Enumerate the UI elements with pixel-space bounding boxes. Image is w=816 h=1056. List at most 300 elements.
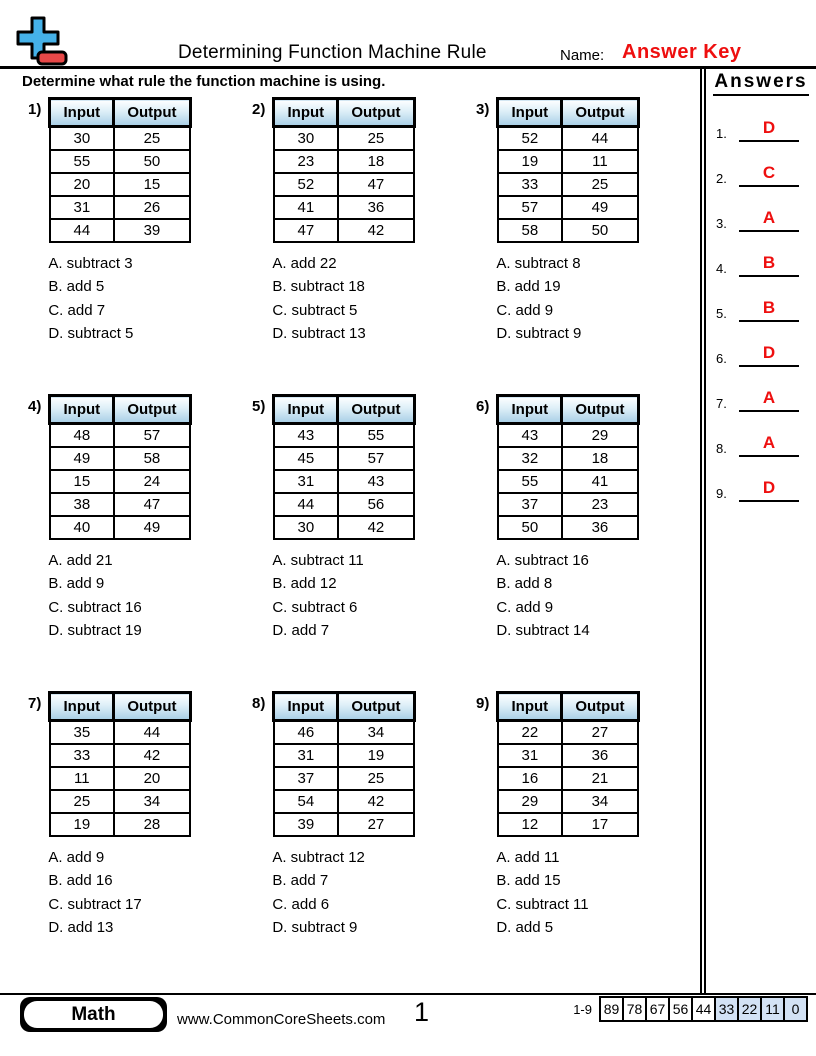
table-row bbox=[274, 516, 414, 539]
column-header: Output bbox=[114, 693, 190, 721]
problem-number: 6) bbox=[476, 398, 490, 415]
answer-item bbox=[716, 431, 816, 457]
input-cell: 52 bbox=[274, 173, 338, 196]
footer-divider bbox=[0, 993, 816, 995]
input-cell: 50 bbox=[498, 516, 562, 539]
table-header-row bbox=[274, 396, 414, 424]
score-box: 78 bbox=[622, 996, 647, 1022]
input-output-table bbox=[496, 97, 639, 243]
table-row bbox=[50, 219, 190, 242]
answer-option: D. subtract 19 bbox=[48, 622, 142, 639]
table-row bbox=[50, 447, 190, 470]
input-cell: 31 bbox=[274, 744, 338, 767]
answer-option: D. subtract 9 bbox=[272, 919, 358, 936]
website-url: www.CommonCoreSheets.com bbox=[177, 1011, 386, 1028]
input-output-table bbox=[48, 691, 191, 837]
output-cell: 21 bbox=[562, 767, 638, 790]
table-header-row bbox=[498, 99, 638, 127]
problem-block bbox=[476, 97, 640, 346]
problem-block bbox=[252, 691, 416, 940]
output-cell: 50 bbox=[114, 150, 190, 173]
table-header-row bbox=[498, 396, 638, 424]
options-list bbox=[496, 252, 639, 346]
input-output-table bbox=[272, 394, 415, 540]
column-header: Input bbox=[274, 99, 338, 127]
table-header-row bbox=[274, 693, 414, 721]
problem-body bbox=[496, 394, 639, 643]
input-cell: 31 bbox=[50, 196, 114, 219]
score-boxes bbox=[601, 996, 808, 1022]
score-box: 22 bbox=[737, 996, 762, 1022]
input-cell: 31 bbox=[498, 744, 562, 767]
table-row bbox=[50, 127, 190, 150]
output-cell: 41 bbox=[562, 470, 638, 493]
input-cell: 25 bbox=[50, 790, 114, 813]
problem-block bbox=[252, 97, 416, 346]
table-row bbox=[498, 767, 638, 790]
column-header: Input bbox=[498, 99, 562, 127]
score-box: 44 bbox=[691, 996, 716, 1022]
answer-option: A. add 9 bbox=[48, 848, 105, 866]
table-row bbox=[50, 424, 190, 447]
table-body bbox=[50, 127, 190, 242]
problem-block bbox=[476, 394, 640, 643]
output-cell: 42 bbox=[338, 516, 414, 539]
answer-option: D. subtract 13 bbox=[272, 325, 366, 342]
table-row bbox=[50, 173, 190, 196]
instruction-text: Determine what rule the function machine is using. bbox=[22, 73, 386, 90]
table-row bbox=[50, 721, 190, 744]
output-cell: 36 bbox=[562, 744, 638, 767]
options-list bbox=[496, 549, 639, 643]
answer-item bbox=[716, 476, 816, 502]
table-row bbox=[274, 813, 414, 836]
output-cell: 26 bbox=[114, 196, 190, 219]
output-cell: 47 bbox=[114, 493, 190, 516]
table-body bbox=[274, 721, 414, 836]
output-cell: 49 bbox=[562, 196, 638, 219]
table-row bbox=[274, 173, 414, 196]
table-row bbox=[50, 493, 190, 516]
input-cell: 23 bbox=[274, 150, 338, 173]
answer-option: B. add 12 bbox=[272, 575, 337, 592]
output-cell: 36 bbox=[562, 516, 638, 539]
answer-letter: D bbox=[739, 343, 799, 367]
answer-option: A. add 22 bbox=[272, 254, 337, 272]
answer-item bbox=[716, 296, 816, 322]
answer-option: B. add 8 bbox=[496, 575, 553, 592]
column-header: Output bbox=[562, 396, 638, 424]
table-row bbox=[50, 744, 190, 767]
input-cell: 19 bbox=[50, 813, 114, 836]
answer-option: B. add 15 bbox=[496, 872, 561, 889]
problem-body bbox=[48, 97, 191, 346]
input-cell: 38 bbox=[50, 493, 114, 516]
problem-block bbox=[28, 394, 192, 643]
table-row bbox=[498, 219, 638, 242]
answer-option: C. add 6 bbox=[272, 895, 330, 913]
score-box: 89 bbox=[599, 996, 624, 1022]
options-list bbox=[496, 846, 639, 940]
answer-option: D. add 7 bbox=[272, 622, 330, 639]
output-cell: 34 bbox=[114, 790, 190, 813]
input-cell: 33 bbox=[498, 173, 562, 196]
input-cell: 31 bbox=[274, 470, 338, 493]
input-cell: 33 bbox=[50, 744, 114, 767]
problem-number: 4) bbox=[28, 398, 42, 415]
problem-block bbox=[252, 394, 416, 643]
output-cell: 24 bbox=[114, 470, 190, 493]
answer-option: D. subtract 9 bbox=[496, 325, 582, 342]
input-cell: 44 bbox=[274, 493, 338, 516]
table-header-row bbox=[50, 396, 190, 424]
table-row bbox=[274, 196, 414, 219]
problem-body bbox=[48, 394, 191, 643]
problem-number: 7) bbox=[28, 695, 42, 712]
output-cell: 23 bbox=[562, 493, 638, 516]
input-cell: 16 bbox=[498, 767, 562, 790]
table-row bbox=[498, 516, 638, 539]
table-row bbox=[50, 790, 190, 813]
answer-option: C. subtract 6 bbox=[272, 598, 358, 616]
answer-option: A. add 21 bbox=[48, 551, 113, 569]
input-output-table bbox=[48, 394, 191, 540]
answer-option: C. add 9 bbox=[496, 598, 554, 616]
input-cell: 43 bbox=[274, 424, 338, 447]
problem-number: 8) bbox=[252, 695, 266, 712]
problem-number: 9) bbox=[476, 695, 490, 712]
options-list bbox=[272, 846, 415, 940]
problem-body bbox=[272, 97, 415, 346]
name-value-answer-key: Answer Key bbox=[622, 41, 742, 63]
output-cell: 17 bbox=[562, 813, 638, 836]
problem-body bbox=[496, 97, 639, 346]
answers-list bbox=[706, 96, 816, 502]
score-box: 67 bbox=[645, 996, 670, 1022]
table-row bbox=[274, 424, 414, 447]
answer-number: 1. bbox=[716, 126, 727, 141]
answer-option: C. subtract 5 bbox=[272, 301, 358, 319]
table-header-row bbox=[498, 693, 638, 721]
input-cell: 57 bbox=[498, 196, 562, 219]
options-list bbox=[48, 549, 191, 643]
table-row bbox=[498, 196, 638, 219]
answer-number: 3. bbox=[716, 216, 727, 231]
options-list bbox=[272, 549, 415, 643]
table-body bbox=[498, 721, 638, 836]
problem-body bbox=[496, 691, 639, 940]
answer-option: A. subtract 16 bbox=[496, 551, 589, 569]
output-cell: 58 bbox=[114, 447, 190, 470]
answer-option: C. subtract 17 bbox=[48, 895, 142, 913]
table-row bbox=[274, 790, 414, 813]
table-row bbox=[498, 150, 638, 173]
table-row bbox=[498, 424, 638, 447]
problem-number: 2) bbox=[252, 101, 266, 118]
output-cell: 34 bbox=[562, 790, 638, 813]
output-cell: 42 bbox=[338, 790, 414, 813]
problem-body bbox=[48, 691, 191, 940]
problem-body bbox=[272, 691, 415, 940]
table-row bbox=[498, 470, 638, 493]
column-header: Input bbox=[50, 693, 114, 721]
column-header: Input bbox=[498, 396, 562, 424]
output-cell: 11 bbox=[562, 150, 638, 173]
table-row bbox=[498, 173, 638, 196]
answer-number: 8. bbox=[716, 441, 727, 456]
column-header: Input bbox=[274, 693, 338, 721]
output-cell: 36 bbox=[338, 196, 414, 219]
table-body bbox=[274, 424, 414, 539]
answer-option: D. add 13 bbox=[48, 919, 114, 936]
answer-letter: D bbox=[739, 478, 799, 502]
table-body bbox=[50, 721, 190, 836]
table-row bbox=[50, 767, 190, 790]
table-row bbox=[498, 127, 638, 150]
column-header: Input bbox=[50, 396, 114, 424]
table-row bbox=[50, 196, 190, 219]
plus-minus-logo-icon bbox=[12, 12, 70, 70]
column-header: Input bbox=[50, 99, 114, 127]
problem-number: 3) bbox=[476, 101, 490, 118]
answer-option: A. subtract 3 bbox=[48, 254, 133, 272]
table-row bbox=[498, 721, 638, 744]
math-logo-label: Math bbox=[24, 1001, 163, 1028]
input-cell: 55 bbox=[50, 150, 114, 173]
table-row bbox=[274, 127, 414, 150]
problem-block bbox=[28, 691, 192, 940]
input-cell: 55 bbox=[498, 470, 562, 493]
input-cell: 19 bbox=[498, 150, 562, 173]
table-row bbox=[274, 493, 414, 516]
score-range-label: 1-9 bbox=[573, 1001, 592, 1017]
answer-option: B. add 7 bbox=[272, 872, 329, 889]
input-cell: 43 bbox=[498, 424, 562, 447]
table-row bbox=[274, 447, 414, 470]
options-list bbox=[48, 252, 191, 346]
output-cell: 57 bbox=[114, 424, 190, 447]
input-cell: 11 bbox=[50, 767, 114, 790]
output-cell: 50 bbox=[562, 219, 638, 242]
input-cell: 40 bbox=[50, 516, 114, 539]
column-header: Output bbox=[114, 396, 190, 424]
input-cell: 54 bbox=[274, 790, 338, 813]
score-strip bbox=[573, 996, 808, 1022]
answer-item bbox=[716, 116, 816, 142]
output-cell: 25 bbox=[562, 173, 638, 196]
input-output-table bbox=[48, 97, 191, 243]
options-list bbox=[48, 846, 191, 940]
input-cell: 35 bbox=[50, 721, 114, 744]
output-cell: 25 bbox=[338, 767, 414, 790]
input-cell: 44 bbox=[50, 219, 114, 242]
output-cell: 44 bbox=[114, 721, 190, 744]
input-output-table bbox=[496, 691, 639, 837]
answer-option: B. subtract 18 bbox=[272, 278, 365, 295]
output-cell: 15 bbox=[114, 173, 190, 196]
output-cell: 44 bbox=[562, 127, 638, 150]
answer-option: A. subtract 11 bbox=[272, 551, 364, 569]
output-cell: 18 bbox=[562, 447, 638, 470]
name-label: Name: bbox=[560, 47, 605, 64]
answer-option: C. subtract 16 bbox=[48, 598, 142, 616]
answer-option: C. add 9 bbox=[496, 301, 554, 319]
input-cell: 58 bbox=[498, 219, 562, 242]
input-output-table bbox=[496, 394, 639, 540]
output-cell: 25 bbox=[114, 127, 190, 150]
problem-block bbox=[28, 97, 192, 346]
answer-option: D. subtract 5 bbox=[48, 325, 134, 342]
table-row bbox=[50, 813, 190, 836]
input-cell: 48 bbox=[50, 424, 114, 447]
output-cell: 34 bbox=[338, 721, 414, 744]
table-row bbox=[498, 744, 638, 767]
answer-option: A. subtract 8 bbox=[496, 254, 581, 272]
output-cell: 28 bbox=[114, 813, 190, 836]
answer-option: B. add 19 bbox=[496, 278, 561, 295]
output-cell: 55 bbox=[338, 424, 414, 447]
output-cell: 42 bbox=[114, 744, 190, 767]
table-row bbox=[274, 744, 414, 767]
answer-number: 7. bbox=[716, 396, 727, 411]
input-cell: 12 bbox=[498, 813, 562, 836]
input-cell: 37 bbox=[274, 767, 338, 790]
problem-block bbox=[476, 691, 640, 940]
column-header: Output bbox=[562, 693, 638, 721]
answer-item bbox=[716, 251, 816, 277]
answer-number: 4. bbox=[716, 261, 727, 276]
output-cell: 20 bbox=[114, 767, 190, 790]
table-body bbox=[50, 424, 190, 539]
input-cell: 52 bbox=[498, 127, 562, 150]
answer-item bbox=[716, 206, 816, 232]
answer-option: B. add 9 bbox=[48, 575, 105, 592]
answer-letter: A bbox=[739, 208, 799, 232]
answer-letter: A bbox=[739, 388, 799, 412]
table-body bbox=[498, 424, 638, 539]
column-header: Output bbox=[338, 396, 414, 424]
answer-letter: A bbox=[739, 433, 799, 457]
problem-number: 1) bbox=[28, 101, 42, 118]
table-row bbox=[498, 813, 638, 836]
output-cell: 29 bbox=[562, 424, 638, 447]
output-cell: 49 bbox=[114, 516, 190, 539]
input-output-table bbox=[272, 97, 415, 243]
table-header-row bbox=[50, 99, 190, 127]
answer-option: A. subtract 12 bbox=[272, 848, 365, 866]
answers-panel-title: Answers bbox=[713, 71, 808, 96]
answer-option: B. add 5 bbox=[48, 278, 105, 295]
output-cell: 39 bbox=[114, 219, 190, 242]
table-row bbox=[274, 721, 414, 744]
score-box: 11 bbox=[760, 996, 785, 1022]
output-cell: 56 bbox=[338, 493, 414, 516]
output-cell: 27 bbox=[338, 813, 414, 836]
input-cell: 20 bbox=[50, 173, 114, 196]
table-row bbox=[274, 219, 414, 242]
input-cell: 32 bbox=[498, 447, 562, 470]
answer-number: 5. bbox=[716, 306, 727, 321]
table-row bbox=[50, 150, 190, 173]
input-output-table bbox=[272, 691, 415, 837]
answer-letter: B bbox=[739, 253, 799, 277]
answer-item bbox=[716, 341, 816, 367]
column-header: Input bbox=[498, 693, 562, 721]
answer-option: C. subtract 11 bbox=[496, 895, 589, 913]
input-cell: 49 bbox=[50, 447, 114, 470]
column-header: Output bbox=[562, 99, 638, 127]
table-row bbox=[498, 790, 638, 813]
table-header-row bbox=[274, 99, 414, 127]
output-cell: 47 bbox=[338, 173, 414, 196]
answer-item bbox=[716, 386, 816, 412]
table-body bbox=[498, 127, 638, 242]
score-box: 0 bbox=[783, 996, 808, 1022]
options-list bbox=[272, 252, 415, 346]
input-cell: 46 bbox=[274, 721, 338, 744]
answer-letter: D bbox=[739, 118, 799, 142]
output-cell: 25 bbox=[338, 127, 414, 150]
output-cell: 27 bbox=[562, 721, 638, 744]
answer-option: D. subtract 14 bbox=[496, 622, 590, 639]
input-cell: 45 bbox=[274, 447, 338, 470]
page-number: 1 bbox=[414, 997, 430, 1027]
score-box: 33 bbox=[714, 996, 739, 1022]
math-logo bbox=[20, 997, 167, 1032]
answer-option: D. add 5 bbox=[496, 919, 554, 936]
problem-number: 5) bbox=[252, 398, 266, 415]
answer-option: C. add 7 bbox=[48, 301, 106, 319]
input-cell: 47 bbox=[274, 219, 338, 242]
table-row bbox=[498, 493, 638, 516]
header-divider bbox=[0, 66, 816, 69]
answer-letter: B bbox=[739, 298, 799, 322]
input-cell: 41 bbox=[274, 196, 338, 219]
input-cell: 37 bbox=[498, 493, 562, 516]
output-cell: 42 bbox=[338, 219, 414, 242]
input-cell: 30 bbox=[50, 127, 114, 150]
output-cell: 19 bbox=[338, 744, 414, 767]
page-title: Determining Function Machine Rule bbox=[178, 42, 487, 63]
column-header: Input bbox=[274, 396, 338, 424]
input-cell: 30 bbox=[274, 516, 338, 539]
answer-number: 6. bbox=[716, 351, 727, 366]
table-header-row bbox=[50, 693, 190, 721]
input-cell: 29 bbox=[498, 790, 562, 813]
table-row bbox=[274, 470, 414, 493]
input-cell: 39 bbox=[274, 813, 338, 836]
table-row bbox=[498, 447, 638, 470]
table-row bbox=[274, 150, 414, 173]
input-cell: 22 bbox=[498, 721, 562, 744]
input-cell: 30 bbox=[274, 127, 338, 150]
table-row bbox=[50, 516, 190, 539]
answer-option: B. add 16 bbox=[48, 872, 113, 889]
output-cell: 57 bbox=[338, 447, 414, 470]
problem-body bbox=[272, 394, 415, 643]
input-cell: 15 bbox=[50, 470, 114, 493]
answers-panel bbox=[700, 69, 816, 993]
table-row bbox=[274, 767, 414, 790]
answer-item bbox=[716, 161, 816, 187]
score-box: 56 bbox=[668, 996, 693, 1022]
answer-number: 2. bbox=[716, 171, 727, 186]
answer-option: A. add 11 bbox=[496, 848, 560, 866]
table-body bbox=[274, 127, 414, 242]
answer-number: 9. bbox=[716, 486, 727, 501]
output-cell: 18 bbox=[338, 150, 414, 173]
column-header: Output bbox=[114, 99, 190, 127]
